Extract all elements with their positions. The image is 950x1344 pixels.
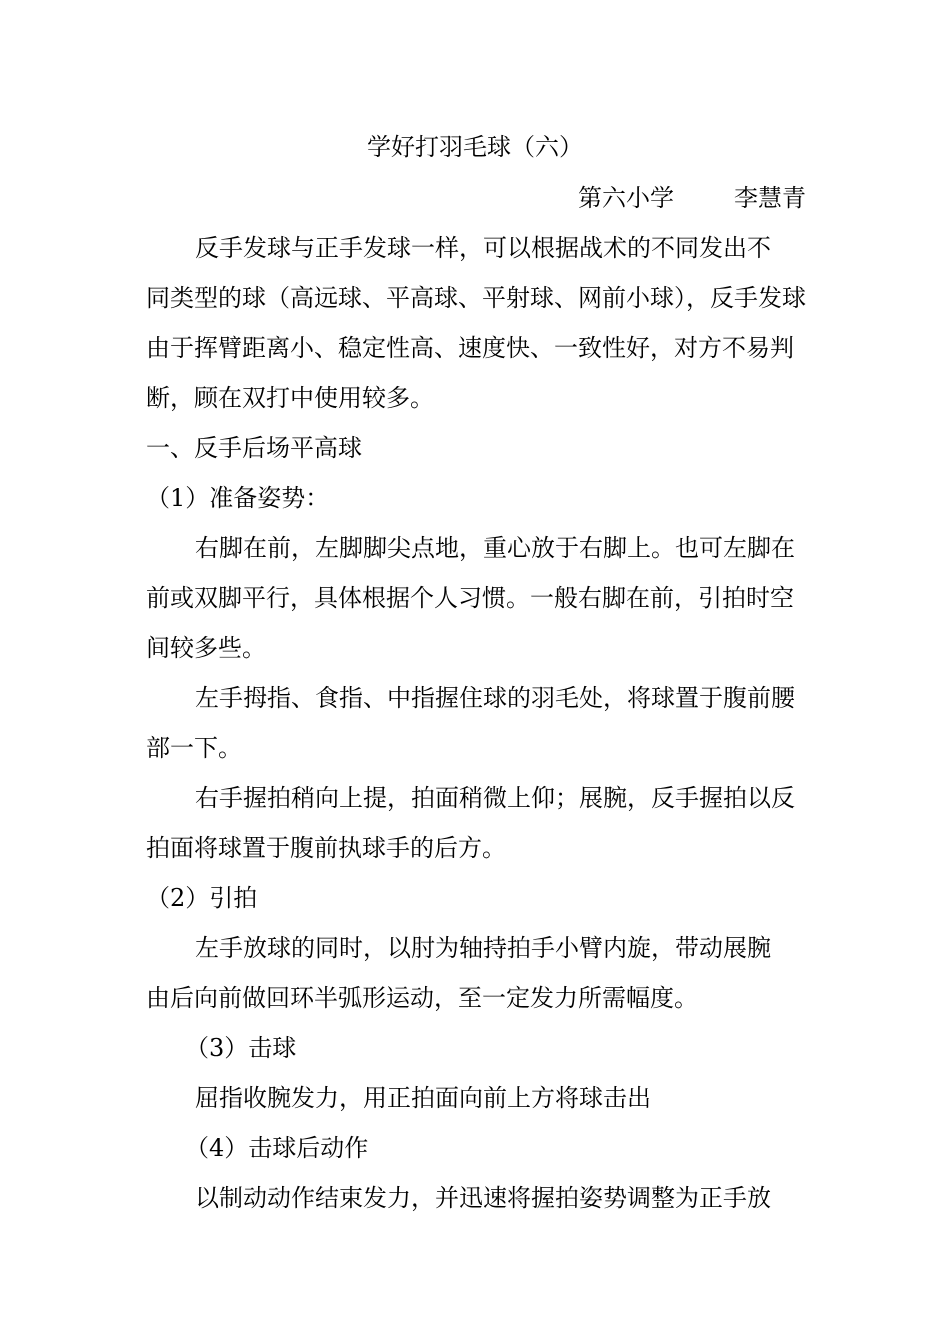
- paragraph-line: 由于挥臂距离小、稳定性高、速度快、一致性好，对方不易判: [146, 334, 794, 362]
- paragraph-line: 同类型的球（高远球、平高球、平射球、网前小球），反手发球: [146, 284, 806, 312]
- paragraph-line: 左手放球的同时，以肘为轴持拍手小臂内旋，带动展腕: [195, 934, 771, 962]
- paragraph-line: 拍面将球置于腹前执球手的后方。: [146, 834, 506, 862]
- subsection-heading: （4）击球后动作: [185, 1134, 369, 1162]
- author-name: 李慧青: [734, 184, 806, 212]
- paragraph-line: 反手发球与正手发球一样，可以根据战术的不同发出不: [195, 234, 771, 262]
- subsection-heading: （3）击球: [185, 1034, 297, 1062]
- byline: [578, 183, 806, 213]
- paragraph-line: 右脚在前，左脚脚尖点地，重心放于右脚上。也可左脚在: [195, 534, 795, 562]
- paragraph-line: 屈指收腕发力，用正拍面向前上方将球击出: [195, 1084, 651, 1112]
- document-title: 学好打羽毛球（六）: [367, 133, 583, 161]
- paragraph-line: 右手握拍稍向上提，拍面稍微上仰；展腕，反手握拍以反: [195, 784, 795, 812]
- subsection-heading: （1）准备姿势：: [146, 484, 330, 512]
- paragraph-line: 间较多些。: [146, 634, 266, 662]
- paragraph-line: 以制动动作结束发力，并迅速将握拍姿势调整为正手放: [195, 1184, 771, 1212]
- paragraph-line: 前或双脚平行，具体根据个人习惯。一般右脚在前，引拍时空: [146, 584, 794, 612]
- paragraph-line: 由后向前做回环半弧形运动，至一定发力所需幅度。: [146, 984, 698, 1012]
- paragraph-line: 部一下。: [146, 734, 242, 762]
- paragraph-line: 左手拇指、食指、中指握住球的羽毛处，将球置于腹前腰: [195, 684, 795, 712]
- paragraph-line: 断，顾在双打中使用较多。: [146, 384, 434, 412]
- school-name: 第六小学: [578, 184, 674, 212]
- subsection-heading: （2）引拍: [146, 884, 258, 912]
- section-heading: 一、反手后场平高球: [146, 434, 362, 462]
